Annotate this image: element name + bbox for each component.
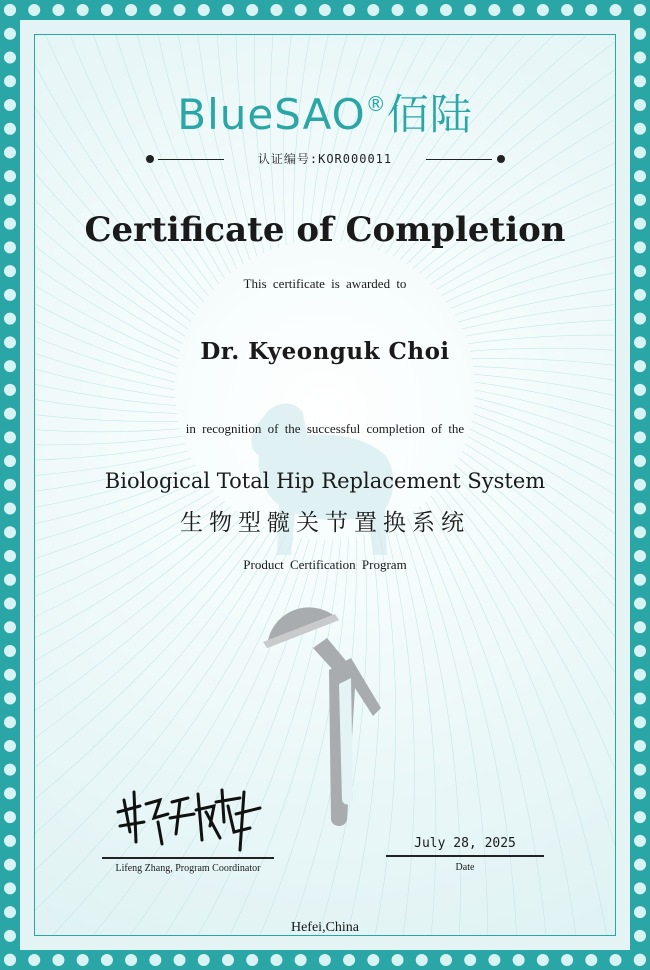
date-value: July 28, 2025 — [414, 836, 516, 851]
location: Hefei,China — [290, 920, 360, 935]
hip-implant-icon — [255, 600, 395, 830]
recipient-name: Dr. Kyeonguk Choi — [200, 338, 450, 365]
brand-name-cn: 佰陆 — [386, 90, 473, 139]
date-caption: Date — [455, 862, 475, 873]
program-name: Product Certification Program — [243, 557, 407, 572]
certificate-title: Certificate of Completion — [84, 210, 566, 250]
signature-line — [102, 857, 274, 859]
guilloche-line — [393, 524, 436, 935]
signature-caption: Lifeng Zhang, Program Coordinator — [115, 863, 261, 874]
rule-dot-right — [497, 155, 505, 163]
brand-logo — [0, 82, 650, 142]
guilloche-line — [35, 35, 195, 315]
awarded-text: This certificate is awarded to — [243, 276, 407, 291]
brand-name: BlueSAO — [177, 90, 366, 139]
guilloche-line — [35, 35, 199, 308]
registered-mark: ® — [365, 92, 387, 116]
guilloche-line — [35, 530, 271, 918]
rule-line-right — [426, 159, 492, 161]
product-name-en: Biological Total Hip Replacement System — [104, 469, 546, 493]
recognition-text: in recognition of the successful completion of the — [185, 421, 465, 436]
signature-image — [110, 782, 270, 852]
product-name-cn: 生物型髋关节置换系统 — [180, 510, 470, 536]
date-line — [386, 855, 544, 857]
certificate-number-row — [0, 150, 650, 170]
guilloche-line — [35, 533, 279, 935]
certificate-number: 认证编号:KOR000011 — [257, 152, 393, 166]
guilloche-line — [468, 436, 615, 821]
